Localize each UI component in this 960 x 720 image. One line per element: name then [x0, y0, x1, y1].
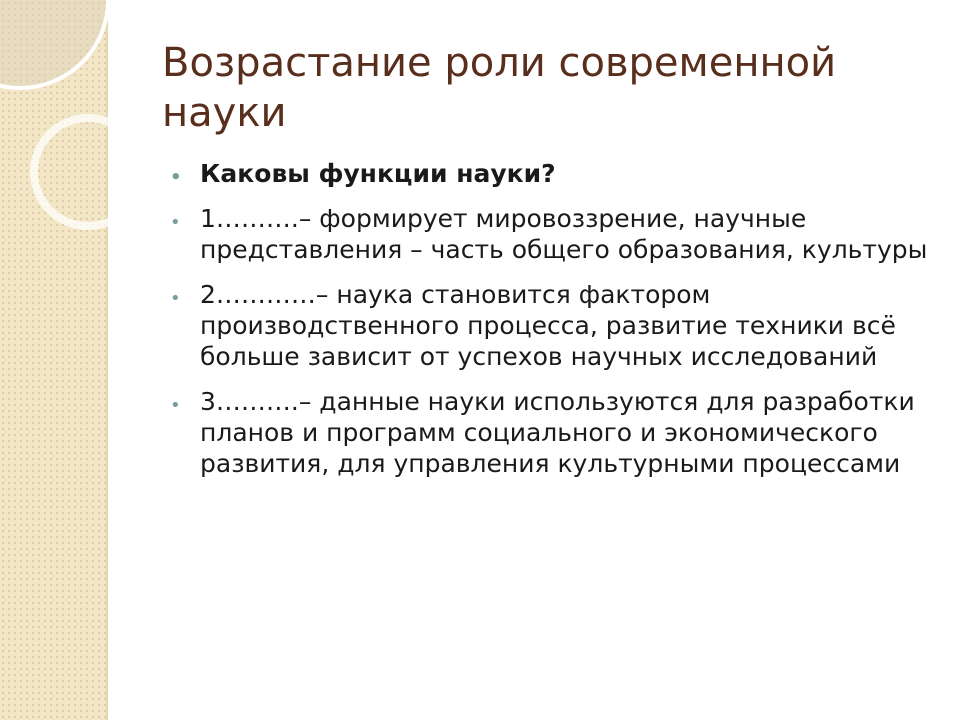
bullet-item-question	[170, 158, 940, 189]
slide-title: Возрастание роли современной науки	[162, 40, 837, 136]
decorative-circles	[0, 0, 140, 260]
bullet-dot-icon: •	[170, 167, 182, 188]
bullet-dot-icon: •	[170, 212, 181, 233]
decorative-ring	[34, 118, 140, 226]
bullet-item-function-2	[170, 279, 940, 372]
bullet-dot-icon: •	[170, 395, 181, 416]
bullet-item-function-3	[170, 386, 940, 479]
bullet-dot-icon: •	[170, 288, 181, 309]
bullet-text: Каковы функции науки?	[200, 159, 556, 188]
decorative-circle-filled	[0, 0, 108, 88]
bullet-text: 3……….– данные науки используются для разработки планов и программ социального и экономического развития, для управления культурными процессами	[200, 387, 915, 478]
bullet-text: 2…………– наука становится фактором производственного процесса, развитие техники всё больше зависит от успехов научных исследований	[200, 280, 896, 371]
bullet-item-function-1	[170, 203, 940, 265]
bullet-list	[170, 158, 940, 493]
bullet-text: 1……….– формирует мировоззрение, научные представления – часть общего образования, культуры	[200, 204, 928, 264]
